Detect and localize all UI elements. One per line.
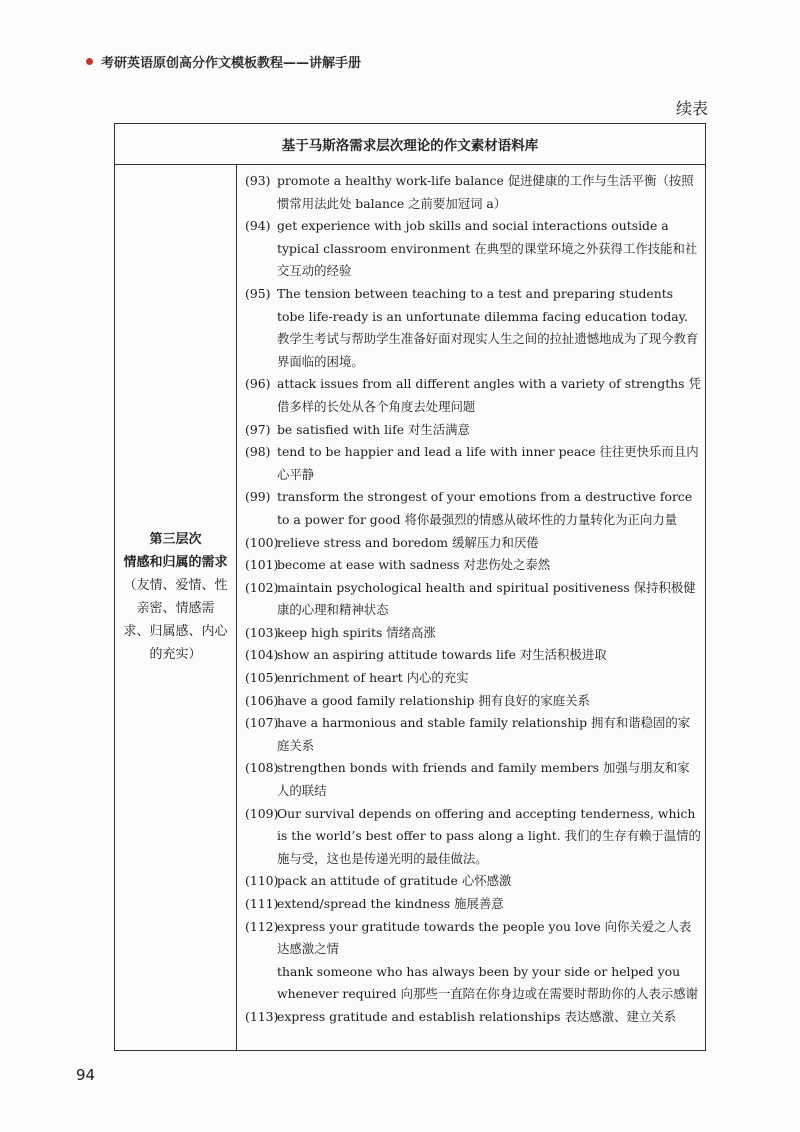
list-item bbox=[245, 1006, 701, 1029]
list-item bbox=[245, 215, 701, 283]
corpus-table bbox=[114, 123, 706, 1051]
list-item bbox=[245, 554, 701, 577]
item-text: get experience with job skills and social interactions outside a typical classroom environment 在典型的课堂环境之外获得工作技能和社交互动的经验 bbox=[277, 218, 698, 279]
item-number: (96) bbox=[245, 376, 271, 392]
list-item bbox=[245, 870, 701, 893]
item-text: maintain psychological health and spiritual positiveness 保持积极健康的心理和精神状态 bbox=[277, 579, 696, 618]
item-number: (106) bbox=[245, 692, 279, 708]
list-item bbox=[245, 644, 701, 667]
item-number: (99) bbox=[245, 489, 271, 505]
list-item bbox=[245, 622, 701, 645]
item-number: (110) bbox=[245, 873, 279, 889]
table-title: 基于马斯洛需求层次理论的作文素材语料库 bbox=[115, 124, 705, 165]
item-number: (113) bbox=[245, 1008, 279, 1024]
item-number: (112) bbox=[245, 918, 279, 934]
list-item bbox=[245, 441, 701, 486]
list-item bbox=[245, 916, 701, 961]
list-item bbox=[245, 486, 701, 531]
item-text: have a good family relationship 拥有良好的家庭关系 bbox=[277, 692, 590, 708]
item-number: (97) bbox=[245, 421, 271, 437]
item-number: (105) bbox=[245, 670, 279, 686]
page-number: 94 bbox=[76, 1066, 96, 1084]
item-text: extend/spread the kindness 施展善意 bbox=[277, 896, 504, 911]
item-text: promote a healthy work-life balance 促进健康的工作与生活平衡（按照惯常用法此处 balance 之前要加冠词 a） bbox=[277, 173, 694, 211]
item-text: The tension between teaching to a test and preparing students tobe life-ready is an unfortunate dilemma facing education today. 教学生考试与帮助学生准备好面对现实人生之间的拉扯遗憾地成为了现今教育界面临的困境。 bbox=[277, 285, 699, 369]
item-number: (98) bbox=[245, 444, 271, 460]
item-text: Our survival depends on offering and accepting tenderness, which is the world’s best offer to pass along a light. 我们的生存有赖于温情的施与受，这也是传递光明的最佳做法。 bbox=[277, 805, 701, 866]
bullet-dot-icon bbox=[86, 58, 93, 65]
item-number: (107) bbox=[245, 715, 279, 731]
category-desc-line: 求、归属感、内心 bbox=[123, 624, 228, 639]
category-cell bbox=[115, 164, 237, 1050]
item-text: keep high spirits 情绪高涨 bbox=[277, 624, 436, 640]
item-text: enrichment of heart 内心的充实 bbox=[277, 670, 469, 686]
item-text: relieve stress and boredom 缓解压力和厌倦 bbox=[277, 534, 539, 550]
item-number: (104) bbox=[245, 647, 279, 663]
item-text: have a harmonious and stable family relationship 拥有和谐稳固的家庭关系 bbox=[277, 715, 691, 753]
list-item bbox=[245, 690, 701, 713]
list-item bbox=[245, 532, 701, 555]
item-text: become at ease with sadness 对悲伤处之泰然 bbox=[277, 557, 551, 573]
book-title: 考研英语原创高分作文模板教程——讲解手册 bbox=[101, 56, 362, 71]
item-text: express your gratitude towards the people you love 向你关爱之人表达感激之情 bbox=[277, 918, 692, 957]
item-number: (95) bbox=[245, 285, 271, 301]
list-item bbox=[245, 170, 701, 215]
list-item bbox=[245, 803, 701, 871]
item-text: express gratitude and establish relationships 表达感激、建立关系 bbox=[277, 1008, 676, 1024]
item-text: attack issues from all different angles with a variety of strengths 凭借多样的长处从各个角度去处理问题 bbox=[277, 376, 701, 414]
category-desc-line: 亲密、情感需 bbox=[136, 601, 215, 616]
item-number: (103) bbox=[245, 624, 279, 640]
list-item bbox=[245, 283, 701, 373]
list-item bbox=[245, 577, 701, 622]
category-level: 第三层次 bbox=[149, 532, 202, 547]
item-text: tend to be happier and lead a life with inner peace 往往更快乐而且内心平静 bbox=[277, 444, 699, 482]
category-desc-line: （友情、爱情、性 bbox=[123, 578, 228, 593]
item-number: (109) bbox=[245, 805, 279, 821]
list-item bbox=[245, 373, 701, 418]
item-number: (111) bbox=[245, 896, 279, 911]
list-item bbox=[245, 712, 701, 757]
item-number: (101) bbox=[245, 557, 279, 573]
item-text: strengthen bonds with friends and family members 加强与朋友和家人的联结 bbox=[277, 760, 690, 799]
list-item-continuation bbox=[245, 961, 701, 1006]
category-desc-line: 的充实） bbox=[149, 647, 202, 662]
item-text: be satisfied with life 对生活满意 bbox=[277, 421, 470, 437]
book-header bbox=[86, 52, 361, 71]
item-number: (102) bbox=[245, 579, 279, 595]
item-number: (94) bbox=[245, 218, 271, 234]
item-text: show an aspiring attitude towards life 对生活积极进取 bbox=[277, 647, 607, 663]
item-text: transform the strongest of your emotions from a destructive force to a power for good 将你最强烈的情感从破坏性的力量转化为正向力量 bbox=[277, 489, 693, 527]
item-number: (93) bbox=[245, 173, 271, 188]
list-item bbox=[245, 667, 701, 690]
category-name: 情感和归属的需求 bbox=[123, 555, 228, 570]
table-body bbox=[115, 164, 705, 1050]
list-item bbox=[245, 893, 701, 916]
items-cell bbox=[237, 164, 705, 1050]
list-item bbox=[245, 757, 701, 802]
item-text: pack an attitude of gratitude 心怀感激 bbox=[277, 873, 512, 889]
list-item bbox=[245, 419, 701, 442]
item-number: (100) bbox=[245, 534, 279, 550]
continued-label: 续表 bbox=[675, 99, 708, 118]
item-number: (108) bbox=[245, 760, 279, 776]
item-text: thank someone who has always been by your side or helped you whenever required 向那些一直陪在你身边或在需要时帮助你的人表示感谢 bbox=[277, 963, 699, 1002]
